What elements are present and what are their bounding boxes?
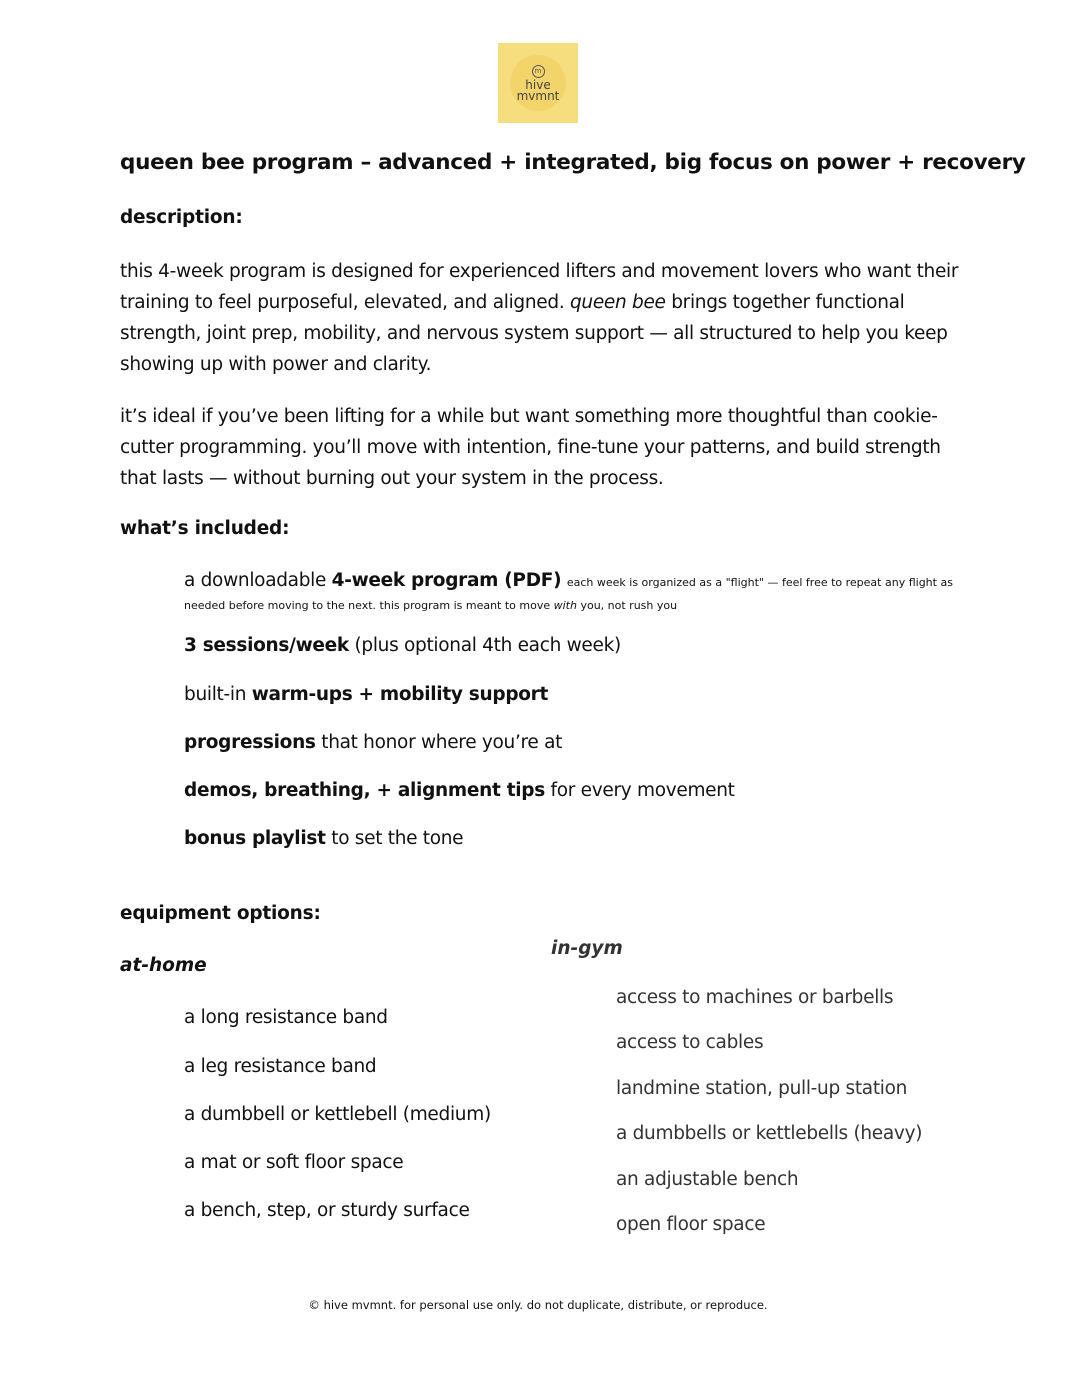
demos-rest: for every movement (544, 780, 735, 801)
warmups-pre: built-in (184, 684, 252, 705)
description-paragraph-2: it’s ideal if you’ve been lifting for a while but want something more thoughtful than cookie-cutter programming. you’ll move with intention, fine-tune your patterns, and build strength that lasts — without burning out your system in the process. (120, 406, 941, 489)
at-home-label: at-home (120, 955, 207, 976)
note-end: you, not rush you (576, 599, 678, 612)
demos-bold: demos, breathing, + alignment tips (184, 780, 545, 801)
progressions-bold: progressions (184, 732, 316, 753)
included-item-sessions (184, 635, 621, 656)
description-p1-emphasis: queen bee (569, 292, 666, 313)
page-title: queen bee program – advanced + integrated, big focus on power + recovery (120, 150, 1026, 175)
note-emphasis: with (553, 599, 577, 612)
warmups-bold: warm-ups + mobility support (251, 684, 549, 705)
gym-item: an adjustable bench (616, 1169, 799, 1190)
logo-line-2: mvmnt (516, 88, 560, 103)
home-item: a leg resistance band (184, 1056, 377, 1077)
playlist-rest: to set the tone (325, 828, 464, 849)
home-item: a long resistance band (184, 1007, 388, 1028)
note-start: each week is organized as a "flight" — feel free to repeat any flight as needed before moving to the next. this program is meant to move (184, 576, 953, 612)
progressions-rest: that honor where you’re at (315, 732, 563, 753)
included-item-demos (184, 780, 735, 801)
gym-item: a dumbbells or kettlebells (heavy) (616, 1123, 923, 1144)
included-item-playlist (184, 828, 463, 849)
equipment-heading: equipment options: (120, 903, 321, 924)
included-item-program (184, 570, 954, 616)
logo-line-1: hive (525, 77, 551, 92)
description-p1-end: brings together functional strength, joint prep, mobility, and nervous system support — all structured to help you keep showing up with power and clarity. (120, 292, 948, 375)
home-item: a bench, step, or sturdy surface (184, 1200, 470, 1221)
included-item-progressions (184, 732, 562, 753)
description-heading: description: (120, 207, 243, 228)
playlist-bold: bonus playlist (184, 828, 326, 849)
hive-logo-icon: m (532, 65, 545, 78)
copyright-footer: © hive mvmnt. for personal use only. do not duplicate, distribute, or reproduce. (308, 1298, 768, 1312)
description-paragraph-1 (120, 256, 960, 380)
included-heading: what’s included: (120, 518, 290, 539)
home-item: a dumbbell or kettlebell (medium) (184, 1104, 491, 1125)
included-item-warmups (184, 684, 548, 705)
description-p1-start: this 4-week program is designed for experienced lifters and movement lovers who want their training to feel purposeful, elevated, and aligned. (120, 261, 959, 313)
gym-item: landmine station, pull-up station (616, 1078, 908, 1099)
sessions-bold: 3 sessions/week (184, 635, 349, 656)
gym-item: access to machines or barbells (616, 987, 894, 1008)
gym-item: open floor space (616, 1214, 766, 1235)
gym-item: access to cables (616, 1032, 764, 1053)
sessions-rest: (plus optional 4th each week) (348, 635, 621, 656)
included-item-program-pre: a downloadable (184, 570, 332, 591)
brand-logo (498, 43, 578, 123)
included-item-program-bold: 4-week program (PDF) (331, 570, 562, 591)
home-item: a mat or soft floor space (184, 1152, 404, 1173)
in-gym-label: in-gym (551, 938, 623, 959)
